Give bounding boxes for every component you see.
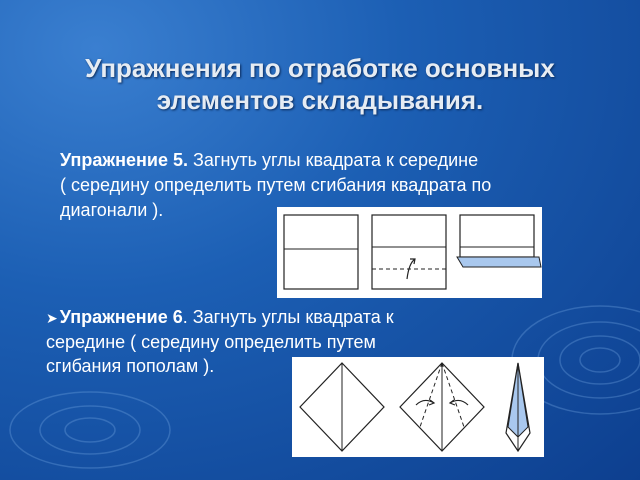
exercise-5-line-3: диагонали ). (60, 200, 164, 220)
ex6-step-3-kite (506, 363, 530, 451)
bullet-arrow-icon: ➤ (46, 310, 58, 326)
exercise-5-line-2: ( середину определить путем сгибания квадрата по (60, 175, 492, 195)
exercise-6-line-3: сгибания пополам ). (46, 356, 215, 376)
ex6-step-2-diamond-folds (400, 363, 484, 451)
ex6-step-1-diamond (300, 363, 384, 451)
ex5-step-2-fold-square (372, 215, 446, 289)
exercise-5-diagram-panel (277, 207, 542, 298)
exercise-6-line-1: . Загнуть углы квадрата к (182, 307, 394, 327)
title-line-2: элементов складывания. (156, 85, 484, 115)
exercise-5-line-1: Загнуть углы квадрата к середине (188, 150, 479, 170)
ex5-step-1-square (284, 215, 358, 289)
exercise-6-diagram-panel (292, 357, 544, 457)
slide-title (20, 52, 620, 116)
ex5-step-3-folded (457, 215, 541, 267)
title-line-1: Упражнения по отработке основных (85, 53, 555, 83)
exercise-6-label: Упражнение 6 (59, 307, 183, 327)
exercise-5-label: Упражнение 5. (60, 150, 188, 170)
exercise-6-line-2: середине ( середину определить путем (46, 332, 376, 352)
